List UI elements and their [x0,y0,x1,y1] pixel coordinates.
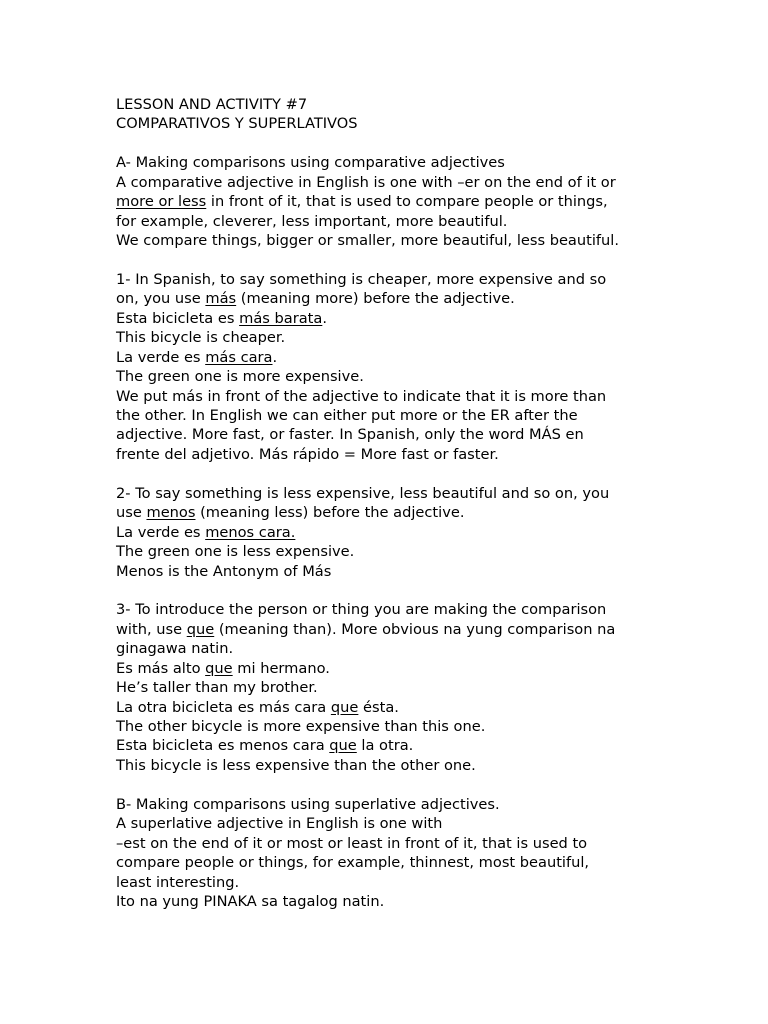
point-1-line [116,289,676,308]
point-1-line: the other. In English we can either put more or the ER after the [116,407,578,424]
underlined-term: que [186,620,215,638]
underlined-term: más [205,290,237,308]
text-run: in front of it, that is used to compare people or things, [206,193,608,211]
blank-line [116,464,676,483]
section-a-line: A comparative adjective in English is one with –er on the end of it or [116,173,616,191]
text-run: La otra bicicleta es más cara [116,698,331,716]
point-1-example [116,348,676,367]
point-3-example [116,698,676,717]
point-3-translation: The other bicycle is more expensive than this one. [116,718,486,735]
point-1-line: 1- In Spanish, to say something is cheaper, more expensive and so [116,270,607,288]
text-run: use [116,504,147,522]
section-b-heading: B- Making comparisons using superlative adjectives. [116,795,500,813]
point-1-line: adjective. More fast, or faster. In Spanish, only the word MÁS en [116,426,584,444]
text-run: . [272,348,278,366]
text-run: with, use [116,620,187,638]
underlined-term: que [330,698,359,716]
point-3-translation: He’s taller than my brother. [116,679,318,697]
document-body [116,95,676,911]
point-2-line: Menos is the Antonym of Más [116,562,332,580]
underlined-term: menos cara. [205,523,296,541]
section-a-line [116,192,676,211]
underlined-term: more or less [116,193,207,211]
blank-line [116,251,676,270]
section-b-line: A superlative adjective in English is one with [116,815,443,833]
text-run: Esta bicicleta es menos cara [116,737,330,755]
point-2-line: 2- To say something is less expensive, less beautiful and so on, you [116,484,610,502]
point-2-translation: The green one is less expensive. [116,543,355,561]
underlined-term: que [205,659,233,677]
point-2-example [116,523,676,542]
lesson-subtitle: COMPARATIVOS Y SUPERLATIVOS [116,115,358,133]
section-a-heading: A- Making comparisons using comparative adjectives [116,154,505,172]
blank-line [116,581,676,600]
text-run: ésta. [358,698,399,716]
text-run: Esta bicicleta es [116,309,240,327]
point-1-translation: The green one is more expensive. [116,368,364,386]
text-run: La verde es [116,523,206,541]
section-b-line: compare people or things, for example, thinnest, most beautiful, [116,854,590,872]
point-3-line [116,620,676,639]
lesson-title: LESSON AND ACTIVITY #7 [116,96,308,113]
point-3-translation: This bicycle is less expensive than the other one. [116,756,476,774]
section-a-line: for example, cleverer, less important, more beautiful. [116,212,508,230]
point-1-translation: This bicycle is cheaper. [116,329,286,347]
text-run: Es más alto [116,659,206,677]
point-3-line: 3- To introduce the person or thing you are making the comparison [116,601,607,619]
blank-line [116,134,676,153]
section-a-line: We compare things, bigger or smaller, more beautiful, less beautiful. [116,232,619,250]
point-1-line: We put más in front of the adjective to indicate that it is more than [116,387,607,405]
point-1-example [116,309,676,328]
text-run: . [322,309,327,327]
text-run: la otra. [356,737,414,755]
text-run: (meaning less) before the adjective. [195,504,465,522]
section-b-line: –est on the end of it or most or least in front of it, that is used to [116,834,588,852]
section-b-line: least interesting. [116,873,240,891]
text-run: (meaning more) before the adjective. [236,290,515,308]
underlined-term: menos [146,504,196,522]
point-3-line: ginagawa natin. [116,640,234,658]
underlined-term: más barata [239,309,323,327]
text-run: La verde es [116,348,206,366]
point-3-example [116,736,676,755]
point-1-line: frente del adjetivo. Más rápido = More fast or faster. [116,445,499,463]
text-run: mi hermano. [232,659,330,677]
blank-line [116,775,676,794]
section-b-line: Ito na yung PINAKA sa tagalog natin. [116,892,385,910]
underlined-term: que [329,737,357,755]
point-3-example [116,659,676,678]
point-2-line [116,503,676,522]
underlined-term: más cara [205,348,273,366]
text-run: (meaning than). More obvious na yung comparison na [214,620,616,638]
text-run: on, you use [116,290,206,308]
